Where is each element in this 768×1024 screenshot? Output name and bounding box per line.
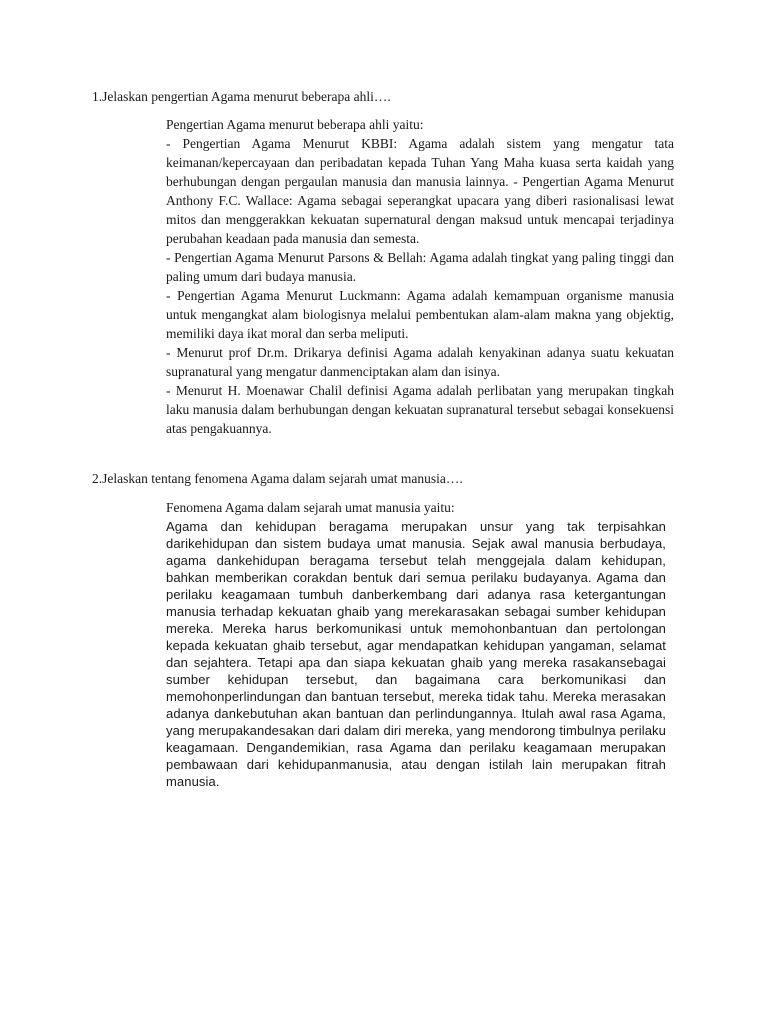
question-1-heading: 1.Jelaskan pengertian Agama menurut beberapa ahli….	[92, 89, 391, 104]
list-item: - Menurut prof Dr.m. Drikarya definisi Agama adalah kenyakinan adanya suatu kekuatan supranatural yang mengatur danmenciptakan alam dan isinya.	[166, 345, 674, 379]
list-item: - Pengertian Agama Menurut KBBI: Agama adalah sistem yang mengatur tata keimanan/kepercayaan dan peribadatan kepada Tuhan Yang Maha kuasa serta kaidah yang berhubungan dengan pergaulan manusia dan manusia lainnya. - Pengertian Agama Menurut Anthony F.C. Wallace: Agama sebagai seperangkat upacara yang diberi rasionalisasi lewat mitos dan menggerakkan kekuatan supernatural dengan maksud untuk mencapai terjadinya perubahan keadaan pada manusia dan semesta.	[166, 136, 674, 246]
list-item: - Menurut H. Moenawar Chalil definisi Agama adalah perlibatan yang merupakan tingkah laku manusia dalam berhubungan dengan kekuatan supranatural tersebut sebagai konsekuensi atas pengakuannya.	[166, 383, 674, 436]
question-2-heading: 2.Jelaskan tentang fenomena Agama dalam sejarah umat manusia….	[92, 471, 463, 486]
answer-2-intro: Fenomena Agama dalam sejarah umat manusia yaitu:	[166, 500, 455, 515]
answer-1-list	[166, 134, 674, 438]
list-item: - Pengertian Agama Menurut Parsons & Bellah: Agama adalah tingkat yang paling tinggi dan paling umum dari budaya manusia.	[166, 250, 674, 284]
answer-2-paragraph: Agama dan kehidupan beragama merupakan unsur yang tak terpisahkan darikehidupan dan sistem budaya umat manusia. Sejak awal manusia berbudaya, agama dankehidupan beragama tersebut telah menggejala dalam kehidupan, bahkan memberikan corakdan bentuk dari semua perilaku budayanya. Agama dan perilaku keagamaan tumbuh danberkembang dari adanya rasa ketergantungan manusia terhadap kekuatan ghaib yang merekarasakan sebagai sumber kehidupan mereka. Mereka harus berkomunikasi untuk memohonbantuan dan pertolongan kepada kekuatan ghaib tersebut, agar mendapatkan kehidupan yangaman, selamat dan sejahtera. Tetapi apa dan siapa kekuatan ghaib yang mereka rasakansebagai sumber kehidupan tersebut, dan bagaimana cara berkomunikasi dan memohonperlindungan dan bantuan tersebut, mereka tidak tahu. Mereka merasakan adanya dankebutuhan akan bantuan dan perlindungannya. Itulah awal rasa Agama, yang merupakandesakan dari dalam diri mereka, yang mendorong timbulnya perilaku keagamaan. Dengandemikian, rasa Agama dan perilaku keagamaan merupakan pembawaan dari kehidupanmanusia, atau dengan istilah lain merupakan fitrah manusia.	[166, 519, 666, 789]
list-item: - Pengertian Agama Menurut Luckmann: Agama adalah kemampuan organisme manusia untuk mengangkat alam biologisnya melalui pembentukan alam-alam makna yang objektig, memiliki daya ikat moral dan serba meliputi.	[166, 288, 674, 341]
answer-1-intro: Pengertian Agama menurut beberapa ahli yaitu:	[166, 117, 424, 132]
